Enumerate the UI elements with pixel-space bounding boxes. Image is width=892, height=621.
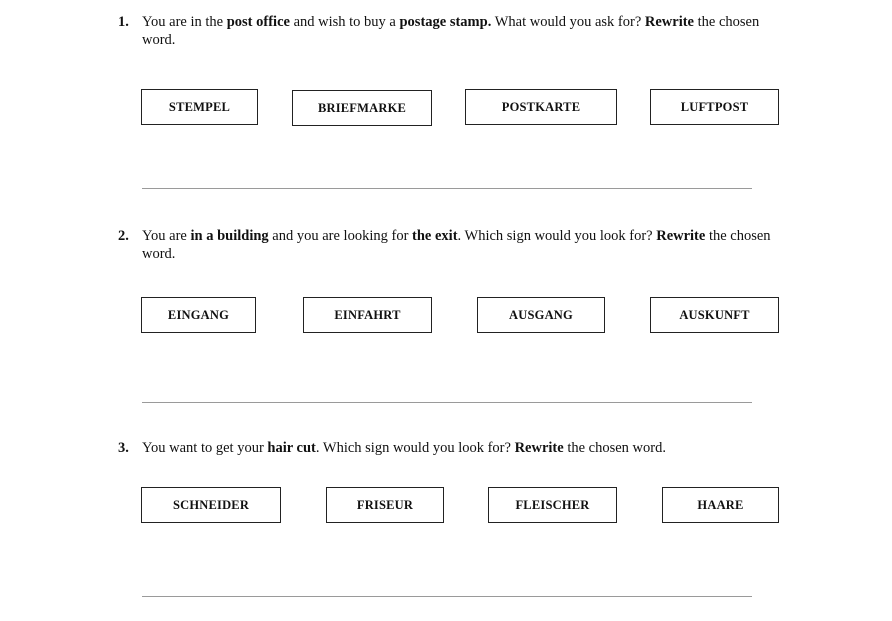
answer-line[interactable] <box>142 188 752 189</box>
question-number: 2. <box>118 228 129 244</box>
option-schneider[interactable]: SCHNEIDER <box>141 487 281 523</box>
emphasis-text: in a building <box>190 228 269 244</box>
answer-line[interactable] <box>142 596 752 597</box>
emphasis-text: Rewrite <box>656 228 706 244</box>
option-fleischer[interactable]: FLEISCHER <box>488 487 617 523</box>
question-text <box>142 13 772 49</box>
question-text-run: What would you ask for? <box>491 14 645 30</box>
question-text-run: . Which sign would you look for? <box>457 228 657 244</box>
option-postkarte[interactable]: POSTKARTE <box>465 89 617 125</box>
answer-line[interactable] <box>142 402 752 403</box>
option-ausgang[interactable]: AUSGANG <box>477 297 605 333</box>
question-number: 1. <box>118 14 129 30</box>
emphasis-text: the exit <box>412 228 458 244</box>
emphasis-text: hair cut <box>267 440 316 456</box>
option-luftpost[interactable]: LUFTPOST <box>650 89 779 125</box>
option-einfahrt[interactable]: EINFAHRT <box>303 297 432 333</box>
emphasis-text: postage stamp. <box>399 14 492 30</box>
option-friseur[interactable]: FRISEUR <box>326 487 444 523</box>
question-text-run: You want to get your <box>142 440 268 456</box>
question-text-run: and you are looking for <box>268 228 413 244</box>
question-text-run: the chosen word. <box>142 14 760 48</box>
question-text-run: the chosen word. <box>563 440 666 456</box>
question-text <box>142 439 772 457</box>
option-briefmarke[interactable]: BRIEFMARKE <box>292 90 432 126</box>
question-text-run: You are <box>142 228 191 244</box>
question-text <box>142 227 772 263</box>
emphasis-text: post office <box>226 14 290 30</box>
question-number: 3. <box>118 440 129 456</box>
question-text-run: the chosen word. <box>142 228 771 262</box>
option-auskunft[interactable]: AUSKUNFT <box>650 297 779 333</box>
question-text-run: and wish to buy a <box>289 14 400 30</box>
option-haare[interactable]: HAARE <box>662 487 779 523</box>
emphasis-text: Rewrite <box>514 440 564 456</box>
question-text-run: You are in the <box>142 14 227 30</box>
option-eingang[interactable]: EINGANG <box>141 297 256 333</box>
option-stempel[interactable]: STEMPEL <box>141 89 258 125</box>
emphasis-text: Rewrite <box>644 14 694 30</box>
question-text-run: . Which sign would you look for? <box>315 440 515 456</box>
